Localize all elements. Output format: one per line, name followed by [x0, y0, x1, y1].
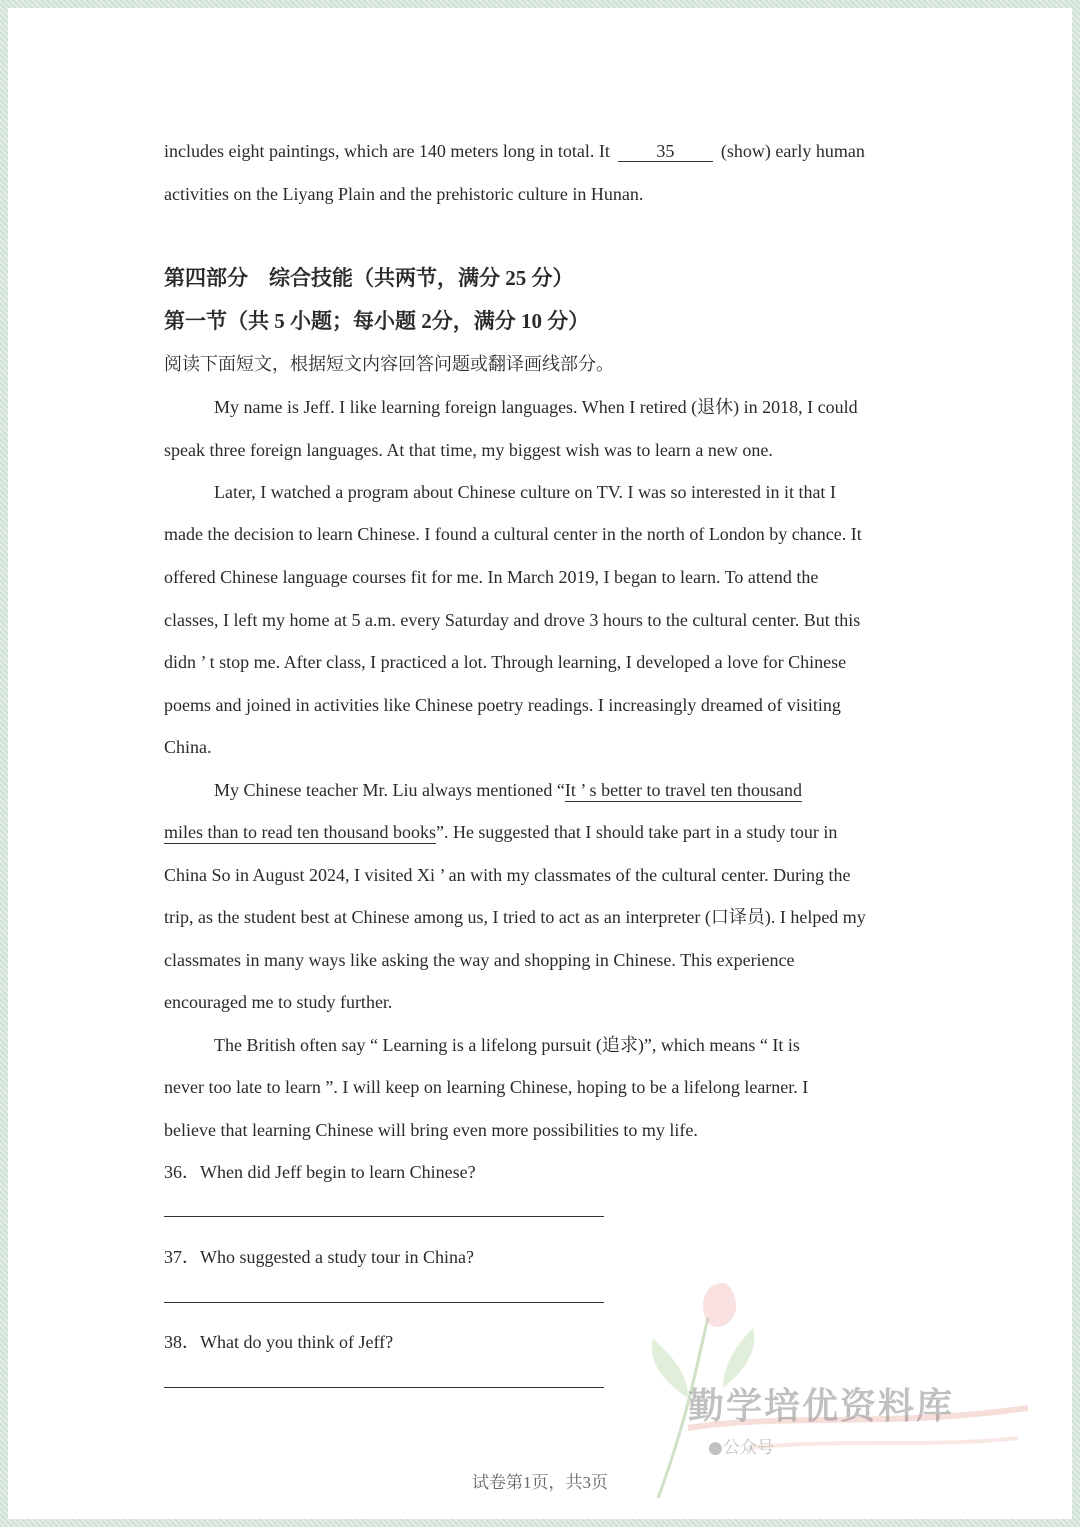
blank-35[interactable]: 35	[618, 141, 713, 162]
watermark-sub-label: 公众号	[722, 1438, 774, 1458]
passage-text: My Chinese teacher Mr. Liu always mentioned “	[214, 780, 565, 800]
watermark-subtitle	[708, 1433, 774, 1458]
passage-line: classes, I left my home at 5 a.m. every Saturday and drove 3 hours to the cultural center. But this	[164, 610, 861, 630]
part-title: 第四部分 综合技能（共两节，满分 25 分）	[164, 266, 574, 290]
watermark-title: 勤学培优资料库	[688, 1386, 955, 1427]
section-title: 第一节（共 5 小题；每小题 2分，满分 10 分）	[164, 309, 590, 333]
answer-line-37[interactable]	[164, 1302, 604, 1303]
passage-line: didn ’ t stop me. After class, I practiced a lot. Through learning, I developed a love for Chinese	[164, 652, 847, 672]
passage-text: ”. He suggested that I should take part in a study tour in	[435, 822, 838, 842]
passage-line: believe that learning Chinese will bring even more possibilities to my life.	[164, 1120, 698, 1140]
exam-page	[8, 8, 1072, 1519]
prev-text-1: includes eight paintings, which are 140 meters long in total. It	[164, 141, 610, 161]
instruction: 阅读下面短文，根据短文内容回答问题或翻译画线部分。	[164, 354, 614, 374]
passage-line: China So in August 2024, I visited Xi ’ an with my classmates of the cultural center. During the	[164, 865, 851, 885]
passage-line: offered Chinese language courses fit for me. In March 2019, I began to learn. To attend the	[164, 567, 819, 587]
prev-passage-line-2: activities on the Liyang Plain and the prehistoric culture in Hunan.	[164, 184, 644, 204]
underlined-translation-part-1: It ’ s better to travel ten thousand	[564, 780, 802, 800]
passage-line: China.	[164, 737, 212, 757]
answer-line-36[interactable]	[164, 1216, 604, 1217]
wechat-icon: ●	[708, 1438, 723, 1458]
answer-line-38[interactable]	[164, 1387, 604, 1388]
passage-line: encouraged me to study further.	[164, 992, 393, 1012]
passage-line: poems and joined in activities like Chinese poetry readings. I increasingly dreamed of visiting	[164, 695, 841, 715]
passage-line: never too late to learn ”. I will keep on learning Chinese, hoping to be a lifelong learner. I	[164, 1077, 809, 1097]
passage-line: speak three foreign languages. At that time, my biggest wish was to learn a new one.	[164, 440, 773, 460]
passage-line: trip, as the student best at Chinese among us, I tried to act as an interpreter (口译员). I helped my	[164, 907, 866, 927]
passage-line: classmates in many ways like asking the way and shopping in Chinese. This experience	[164, 950, 795, 970]
passage-line: The British often say “ Learning is a lifelong pursuit (追求)”, which means “ It is	[214, 1035, 800, 1055]
page-footer: 试卷第1页，共3页	[472, 1473, 608, 1492]
prev-passage-line-1	[164, 139, 865, 163]
question-37: 37．Who suggested a study tour in China?	[164, 1247, 474, 1267]
question-36: 36．When did Jeff begin to learn Chinese?	[164, 1162, 476, 1182]
passage-line	[164, 820, 837, 844]
passage-line: Later, I watched a program about Chinese culture on TV. I was so interested in it that I	[214, 482, 836, 502]
question-38: 38．What do you think of Jeff?	[164, 1332, 394, 1352]
prev-text-1b: (show) early human	[720, 141, 865, 161]
passage-line	[214, 778, 802, 802]
underlined-translation-part-2: miles than to read ten thousand books	[164, 822, 436, 842]
passage-line: made the decision to learn Chinese. I found a cultural center in the north of London by chance. It	[164, 524, 862, 544]
passage-line: My name is Jeff. I like learning foreign languages. When I retired (退休) in 2018, I could	[214, 397, 858, 417]
